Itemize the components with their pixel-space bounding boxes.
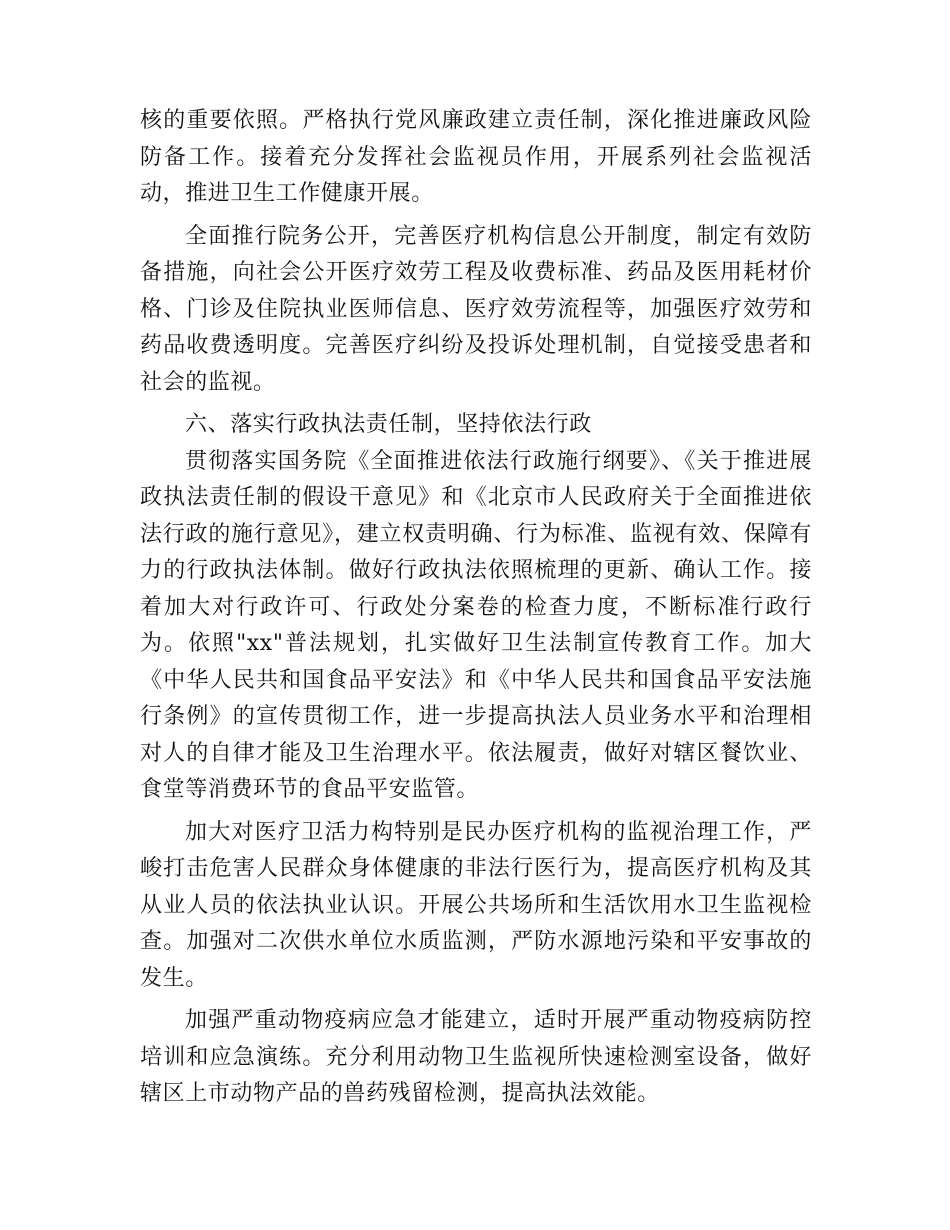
paragraph-animal-epidemic: 加强严重动物疫病应急才能建立，适时开展严重动物疫病防控培训和应急演练。充分利用动物卫生监视所快速检测室设备，做好辖区上市动物产品的兽药残留检测，提高执法效能。 [140,1008,812,1106]
paragraph-medical-supervision: 加大对医疗卫活力构特别是民办医疗机构的监视治理工作，严峻打击危害人民群众身体健康的非法行医行为，提高医疗机构及其从业人员的依法执业认识。开展公共场所和生活饮用水卫生监视检查。加强对二次供水单位水质监测，严防水源地污染和平安事故的发生。 [140,819,812,991]
paragraph-law-enforcement: 贯彻落实国务院《全面推进依法行政施行纲要》、《关于推进展政执法责任制的假设干意见》和《北京市人民政府关于全面推进依法行政的施行意见》，建立权责明确、行为标准、监视有效、保障有力的行政执法体制。做好行政执法依照梳理的更新、确认工作。接着加大对行政许可、行政处分案卷的检查力度，不断标准行政行为。依照"xx"普法规划，扎实做好卫生法制宣传教育工作。加大《中华人民共和国食品平安法》和《中华人民共和国食品平安法施行条例》的宣传贯彻工作，进一步提高执法人员业务水平和治理相对人的自律才能及卫生治理水平。依法履责，做好对辖区餐饮业、食堂等消费环节的食品平安监管。 [140,448,812,802]
section-heading-six: 六、落实行政执法责任制，坚持依法行政 [185,412,592,437]
document-page [140,103,812,1113]
paragraph-hospital-affairs: 全面推行院务公开，完善医疗机构信息公开制度，制定有效防备措施，向社会公开医疗效劳工程及收费标准、药品及医用耗材价格、门诊及住院执业医师信息、医疗效劳流程等，加强医疗效劳和药品收费透明度。完善医疗纠纷及投诉处理机制，自觉接受患者和社会的监视。 [140,223,812,395]
paragraph-continuation: 核的重要依照。严格执行党风廉政建立责任制，深化推进廉政风险防备工作。接着充分发挥社会监视员作用，开展系列社会监视活动，推进卫生工作健康开展。 [140,108,812,206]
